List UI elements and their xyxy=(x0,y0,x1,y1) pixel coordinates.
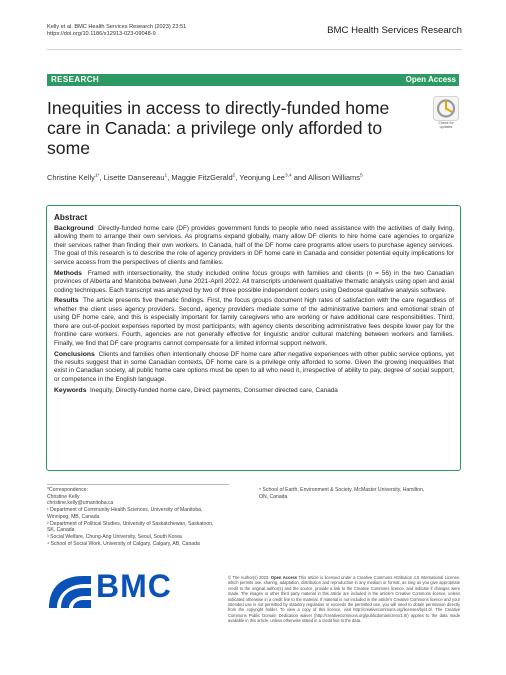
affiliation-5-cont: ON, Canada xyxy=(259,493,288,500)
correspondence-email[interactable]: christine.kelly@umanitoba.ca xyxy=(47,500,114,507)
author-name[interactable]: Allison Williams xyxy=(307,173,361,182)
section-label: Conclusions xyxy=(54,350,95,358)
open-access-label: Open Access xyxy=(405,75,456,84)
footnote-divider xyxy=(47,484,229,485)
article-type-label: RESEARCH xyxy=(51,75,100,84)
affiliation-2: ² Department of Political Studies, University of Saskatchewan, Saskatoon, xyxy=(47,520,214,527)
check-for-updates-label[interactable] xyxy=(431,121,461,129)
abstract xyxy=(54,213,454,398)
affiliation-4: ⁴ School of Social Work, University of Calgary, Calgary, AB, Canada xyxy=(47,540,200,547)
affiliation-3: ³ Social Welfare, Chung-Ang University, Seoul, South Korea xyxy=(47,533,182,540)
check-for-updates-line: Check for xyxy=(438,121,454,125)
license-statement xyxy=(228,575,460,624)
affiliation-1-cont: Winnipeg, MB, Canada xyxy=(47,513,100,520)
section-label: Methods xyxy=(54,269,82,277)
correspondence-block xyxy=(47,487,237,547)
section-text: Directly-funded home care (DF) provides government funds to people who need assistance with the activities of daily living, allowing them to arrange their own services. As programs expand globally, many allow DF clients to hire home care agencies to organize their services rather than finding their own workers. In Canada, half of the DF home care programs allow users to purchase agency services. The goal of this research is to describe the role of agency providers in DF home care in Canada and consider potential equity implications for service access from the perspectives of clients and families. xyxy=(54,225,454,266)
affiliation-5-block xyxy=(259,487,459,500)
section-text: Inequity, Directly-funded home care, Direct payments, Consumer directed care, Canada xyxy=(90,386,338,394)
author-affiliation-mark: 2 xyxy=(232,173,236,179)
header-divider xyxy=(47,49,462,50)
check-for-updates-icon[interactable] xyxy=(433,96,459,121)
author-name[interactable]: Lisette Dansereau xyxy=(103,173,165,182)
abstract-heading: Abstract xyxy=(54,213,88,222)
check-for-updates-line: updates xyxy=(439,125,453,129)
citation-line: Kelly et al. BMC Health Services Research (2023) 23:51 xyxy=(47,24,187,30)
section-text: Clients and families often intentionally choose DF home care after negative experiences with other public service options, yet the results suggest that in some Canadian contexts, DF home care is a privilege only afforded to some. Given the growing inequalities that exist in Canadian society, all public home care options must be open to all who need it, irrespective of ability to pay, degree of social support, or competence in the English language. xyxy=(54,350,454,383)
section-text: The article presents five thematic findings. First, the focus groups document high rates of satisfaction with the care regardless of whether the client uses agency providers. Second, agency providers mediate some of the administrative barriers and emotional strain of using DF home care, and this is especially important for family caregivers who are working or have additional care responsibilities. Third, there are out-of-pocket expenses reported by most participants, with agency clients describing administrative fees despite lower pay for the frontline care workers. Fourth, agencies are not generally effective for linguistic and/or cultural matching between workers and families. Finally, we find that DF care programs cannot compensate for a limited informal support network. xyxy=(54,297,455,347)
correspondence-name: Christine Kelly xyxy=(47,493,80,500)
correspondence-label: *Correspondence: xyxy=(47,487,89,493)
section-label: Keywords xyxy=(54,386,87,394)
license-lead: © The Author(s) 2023. xyxy=(228,575,270,580)
abstract-background xyxy=(54,225,454,267)
author-name[interactable]: Christine Kelly xyxy=(47,173,95,182)
article-type-band xyxy=(47,74,459,86)
author-name[interactable]: Yeonjung Lee xyxy=(239,173,285,182)
author-affiliation-mark: 5 xyxy=(360,173,363,179)
license-text: This article is licensed under a Creative Commons Attribution 4.0 International License, which permits use, sharing, adaptation, distribution and reproduction in any medium or format, as long as you give appropriate credit to the original author(s) and the source, provide a link to the Creative Commons licence, and indicate if changes were made. The images or other third party material in this article are included in the article's Creative Commons licence, unless indicated otherwise in a credit line to the material. If material is not included in the article's Creative Commons licence and your intended use is not permitted by statutory regulation or exceeds the permitted use, you will need to obtain permission directly from the copyright holder. To view a copy of this licence, visit http://creativecommons.org/licenses/by/4.0/. The Creative Commons Public Domain Dedication waiver (http://creativecommons.org/publicdomain/zero/1.0/) applies to the data made available in this article, unless otherwise stated in a credit line to the data. xyxy=(228,575,460,624)
citation-header xyxy=(47,24,247,39)
affiliation-5: ⁵ School of Earth, Environment & Society, McMaster University, Hamilton, xyxy=(259,487,425,493)
author-affiliation-mark: 3,4 xyxy=(284,173,292,179)
article-title: Inequities in access to directly-funded home care in Canada: a privilege only afforded to some xyxy=(47,98,390,158)
abstract-keywords xyxy=(54,387,454,395)
journal-name: BMC Health Services Research xyxy=(327,25,462,36)
section-label: Results xyxy=(54,297,79,305)
section-label: Background xyxy=(54,225,94,232)
abstract-methods xyxy=(54,270,454,295)
license-open-access: Open Access xyxy=(270,575,298,580)
author-affiliation-mark: 1* xyxy=(94,173,100,179)
affiliation-2-cont: SK, Canada xyxy=(47,527,75,534)
author-affiliation-mark: 1 xyxy=(164,173,168,179)
author-list: Christine Kelly$^{1*}$, Lisette Dansereau$^1$, Maggie FitzGerald$^2$, Yeonjung Lee$^{3,4}$ and Allison Williams$^5$ xyxy=(47,173,363,182)
affiliation-1: ¹ Department of Community Health Sciences, University of Manitoba, xyxy=(47,507,203,514)
abstract-results xyxy=(54,297,454,348)
doi-link[interactable]: https://doi.org/10.1186/s12913-023-09048-9 xyxy=(47,31,156,38)
abstract-conclusions xyxy=(54,351,454,385)
publisher-name: BMC xyxy=(96,568,172,604)
author-name[interactable]: Maggie FitzGerald xyxy=(171,173,233,182)
section-text: Framed with intersectionality, the study included online focus groups with families and clients (n = 56) in the two Canadian provinces of Alberta and Manitoba between June 2021-April 2022. All transcripts underwent qualitative thematic analysis using open and axial coding techniques. Each transcript was analyzed by two of three possible independent coders using Dedoose qualitative analysis software. xyxy=(54,269,455,294)
